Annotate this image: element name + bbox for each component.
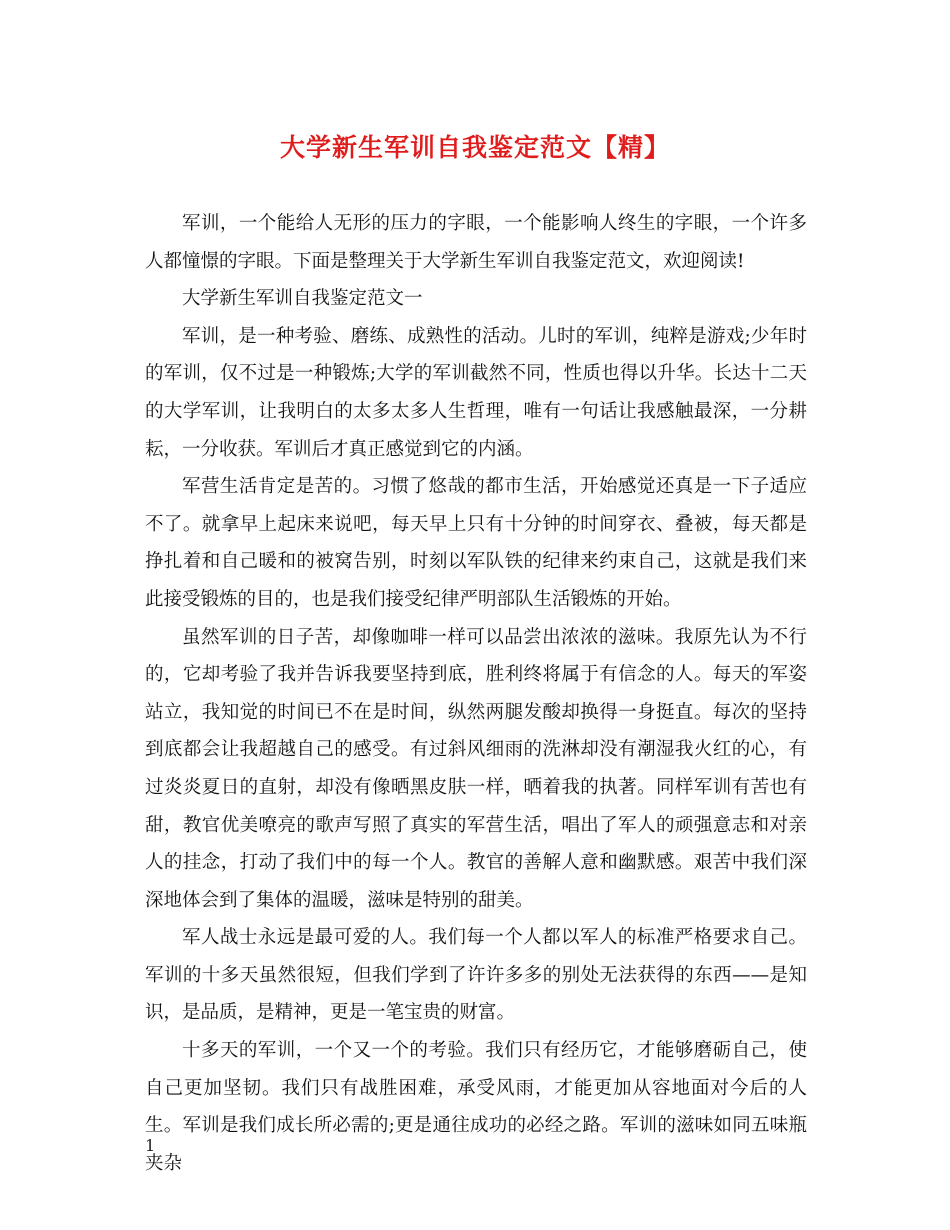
section-heading: 大学新生军训自我鉴定范文一 xyxy=(182,288,423,310)
paragraph: 军训，是一种考验、磨练、成熟性的活动。儿时的军训，纯粹是游戏;少年时的军训，仅不过是一种锻炼;大学的军训截然不同，性质也得以升华。长达十二天的大学军训，让我明白的太多太多人生哲理，唯有一句话让我感触最深，一分耕耘，一分收获。军训后才真正感觉到它的内涵。 xyxy=(145,325,807,460)
paragraph-intro: 军训，一个能给人无形的压力的字眼，一个能影响人终生的字眼，一个许多人都憧憬的字眼。下面是整理关于大学新生军训自我鉴定范文，欢迎阅读! xyxy=(145,213,807,272)
document-body xyxy=(145,205,807,1182)
document-title: 大学新生军训自我鉴定范文【精】 xyxy=(279,133,670,162)
paragraph: 军人战士永远是最可爱的人。我们每一个人都以军人的标准严格要求自己。军训的十多天虽然很短，但我们学到了许许多多的别处无法获得的东西——是知识，是品质，是精神，更是一笔宝贵的财富。 xyxy=(145,927,807,1024)
paragraph: 十多天的军训，一个又一个的考验。我们只有经历它，才能够磨砺自己，使自己更加坚韧。我们只有战胜困难，承受风雨，才能更加从容地面对今后的人生。军训是我们成长所必需的;更是通往成功的必经之路。军训的滋味如同五味瓶夹杂 xyxy=(145,1040,807,1174)
paragraph: 军营生活肯定是苦的。习惯了悠哉的都市生活，开始感觉还真是一下子适应不了。就拿早上起床来说吧，每天早上只有十分钟的时间穿衣、叠被，每天都是挣扎着和自己暖和的被窝告别，时刻以军队铁的纪律来约束自己，这就是我们来此接受锻炼的目的，也是我们接受纪律严明部队生活锻炼的开始。 xyxy=(145,476,807,610)
paragraph: 虽然军训的日子苦，却像咖啡一样可以品尝出浓浓的滋味。我原先认为不行的，它却考验了我并告诉我要坚持到底，胜利终将属于有信念的人。每天的军姿站立，我知觉的时间已不在是时间，纵然两腿发酸却换得一身挺直。每次的坚持到底都会让我超越自己的感受。有过斜风细雨的洗淋却没有潮湿我火红的心，有过炎炎夏日的直射，却没有像晒黑皮肤一样，晒着我的执著。同样军训有苦也有甜，教官优美嘹亮的歌声写照了真实的军营生活，唱出了军人的顽强意志和对亲人的挂念，打动了我们中的每一个人。教官的善解人意和幽默感。艰苦中我们深深地体会到了集体的温暖，滋味是特别的甜美。 xyxy=(145,626,807,911)
page-number: 1 xyxy=(145,1136,156,1155)
